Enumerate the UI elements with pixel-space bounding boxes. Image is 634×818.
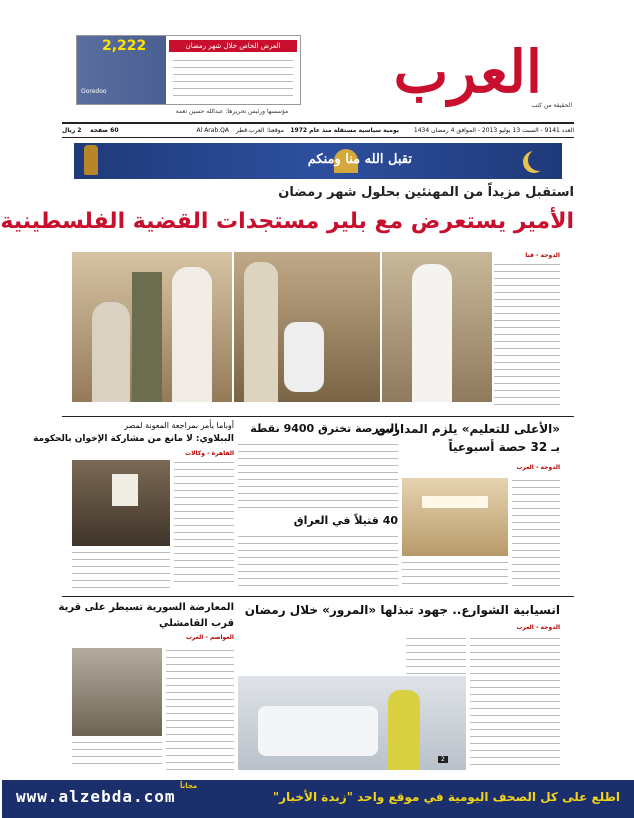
iraq-body (238, 534, 398, 590)
traffic-body-right (470, 636, 560, 770)
syria-headline-1[interactable]: المعارضة السورية تسيطر على قرية (58, 602, 234, 613)
top-ad-details (173, 58, 293, 98)
footer-banner[interactable] (2, 780, 634, 818)
main-story-label: الدوحة - قنا (525, 252, 560, 259)
divider-1 (62, 416, 574, 417)
main-story-column (494, 252, 560, 412)
syria-photo[interactable] (72, 648, 162, 736)
top-ad-number: 2,222 (102, 38, 147, 54)
crescent-icon (528, 149, 550, 171)
syria-label: العواصم - العرب (185, 634, 234, 641)
page-ref-badge: 2 (438, 756, 448, 763)
ramadan-banner (74, 143, 562, 179)
logo (382, 32, 542, 112)
traffic-headline[interactable]: انسيابية الشوارع.. جهود تبذلها «المرور» خلال رمضان (244, 603, 560, 617)
top-ad-brand: Ooredoo (81, 88, 107, 95)
traffic-story (238, 600, 560, 772)
info-bar-top-rule (62, 122, 574, 124)
logo-text: العرب (393, 38, 542, 106)
egypt-story (33, 420, 234, 590)
schools-photo[interactable] (402, 478, 508, 556)
traffic-body-mid (406, 636, 466, 674)
egypt-headline[interactable]: الببلاوي: لا مانع من مشاركة الإخوان بالحكومة (33, 434, 234, 444)
traffic-photo[interactable] (238, 676, 466, 770)
divider-2 (62, 596, 574, 597)
slogan: الحقيقة من كثب (531, 102, 572, 109)
iraq-story (238, 512, 398, 592)
top-ad-banner: العرض الخاص خلال شهر رمضان (169, 40, 297, 52)
price: 2 ريال (62, 127, 82, 134)
top-ad (76, 35, 301, 105)
issue-info: العدد 9141 - السبت 13 يوليو 2013 - الموافق 4 رمضان 1434 (413, 127, 574, 134)
lantern-icon (84, 145, 98, 175)
footer-brand: مجاناً (180, 782, 198, 790)
egypt-label: القاهرة - وكالات (185, 450, 234, 457)
protest-poster (112, 474, 138, 506)
syria-headline-2[interactable]: قرب القامشلي (159, 618, 234, 629)
footer-url[interactable]: www.alzebda.com (16, 787, 176, 806)
egypt-kicker[interactable]: أوباما يأمر بمراجعة المعونة لمصر (124, 421, 234, 430)
schools-headline-2[interactable]: بـ 32 حصة أسبوعياً (448, 440, 560, 454)
iraq-headline[interactable]: 40 قتيلاً في العراق (293, 514, 398, 527)
figure-guard (132, 272, 162, 402)
main-headline[interactable]: الأمير يستعرض مع بلير مستجدات القضية الفلسطينية (0, 209, 574, 234)
bourse-story (238, 420, 398, 510)
school-sign (422, 496, 488, 508)
figure-white (412, 264, 452, 402)
info-bar (62, 125, 574, 137)
schools-label: الدوحة - العرب (516, 464, 560, 471)
main-photo-right[interactable] (382, 252, 492, 402)
page-count: 60 صفحة (90, 127, 119, 134)
schools-body-right (512, 478, 560, 586)
main-photo-left[interactable] (72, 252, 232, 402)
bourse-body (238, 442, 398, 508)
syria-body-left (72, 740, 162, 770)
figure-robe (172, 267, 212, 402)
car-figure (258, 706, 378, 756)
bourse-headline[interactable]: البورصة تخترق 9400 نقطة (250, 422, 398, 435)
egypt-photo[interactable] (72, 460, 170, 546)
egypt-body-left (72, 550, 170, 588)
banner-greeting: تقبل الله منا ومنكم (307, 152, 412, 167)
website[interactable]: Al Arab.QA (196, 127, 229, 134)
schools-body-left (402, 560, 508, 588)
schools-story (376, 420, 560, 590)
syria-body-right (166, 648, 234, 770)
syria-story (58, 600, 234, 772)
figure-wheelchair (284, 322, 324, 392)
footer-text: اطلع على كل الصحف اليومية في موقع واحد "زبدة الأخبار" (272, 790, 620, 804)
main-story-body (494, 262, 560, 407)
main-kicker[interactable]: استقبل مزيداً من المهنئين بحلول شهر رمضان (278, 185, 574, 200)
traffic-label: الدوحة - العرب (516, 624, 560, 631)
founder-line: مؤسسها ورئيس تحريرها: عبدالله حسين نعمة (175, 108, 289, 115)
figure-veiled (92, 302, 130, 402)
officer-figure (388, 690, 420, 770)
main-photo-center[interactable] (234, 252, 380, 402)
figure-standing (244, 262, 278, 402)
egypt-body-right (174, 460, 234, 588)
info-bar-bottom-rule (62, 137, 574, 138)
tagline: يومية سياسية مستقلة منذ عام 1972 (290, 127, 399, 134)
schools-headline-1[interactable]: «الأعلى للتعليم» يلزم المدارس (376, 422, 560, 436)
masthead (62, 30, 574, 140)
site-ar: موقعنا: العرب.قطر (236, 127, 284, 134)
